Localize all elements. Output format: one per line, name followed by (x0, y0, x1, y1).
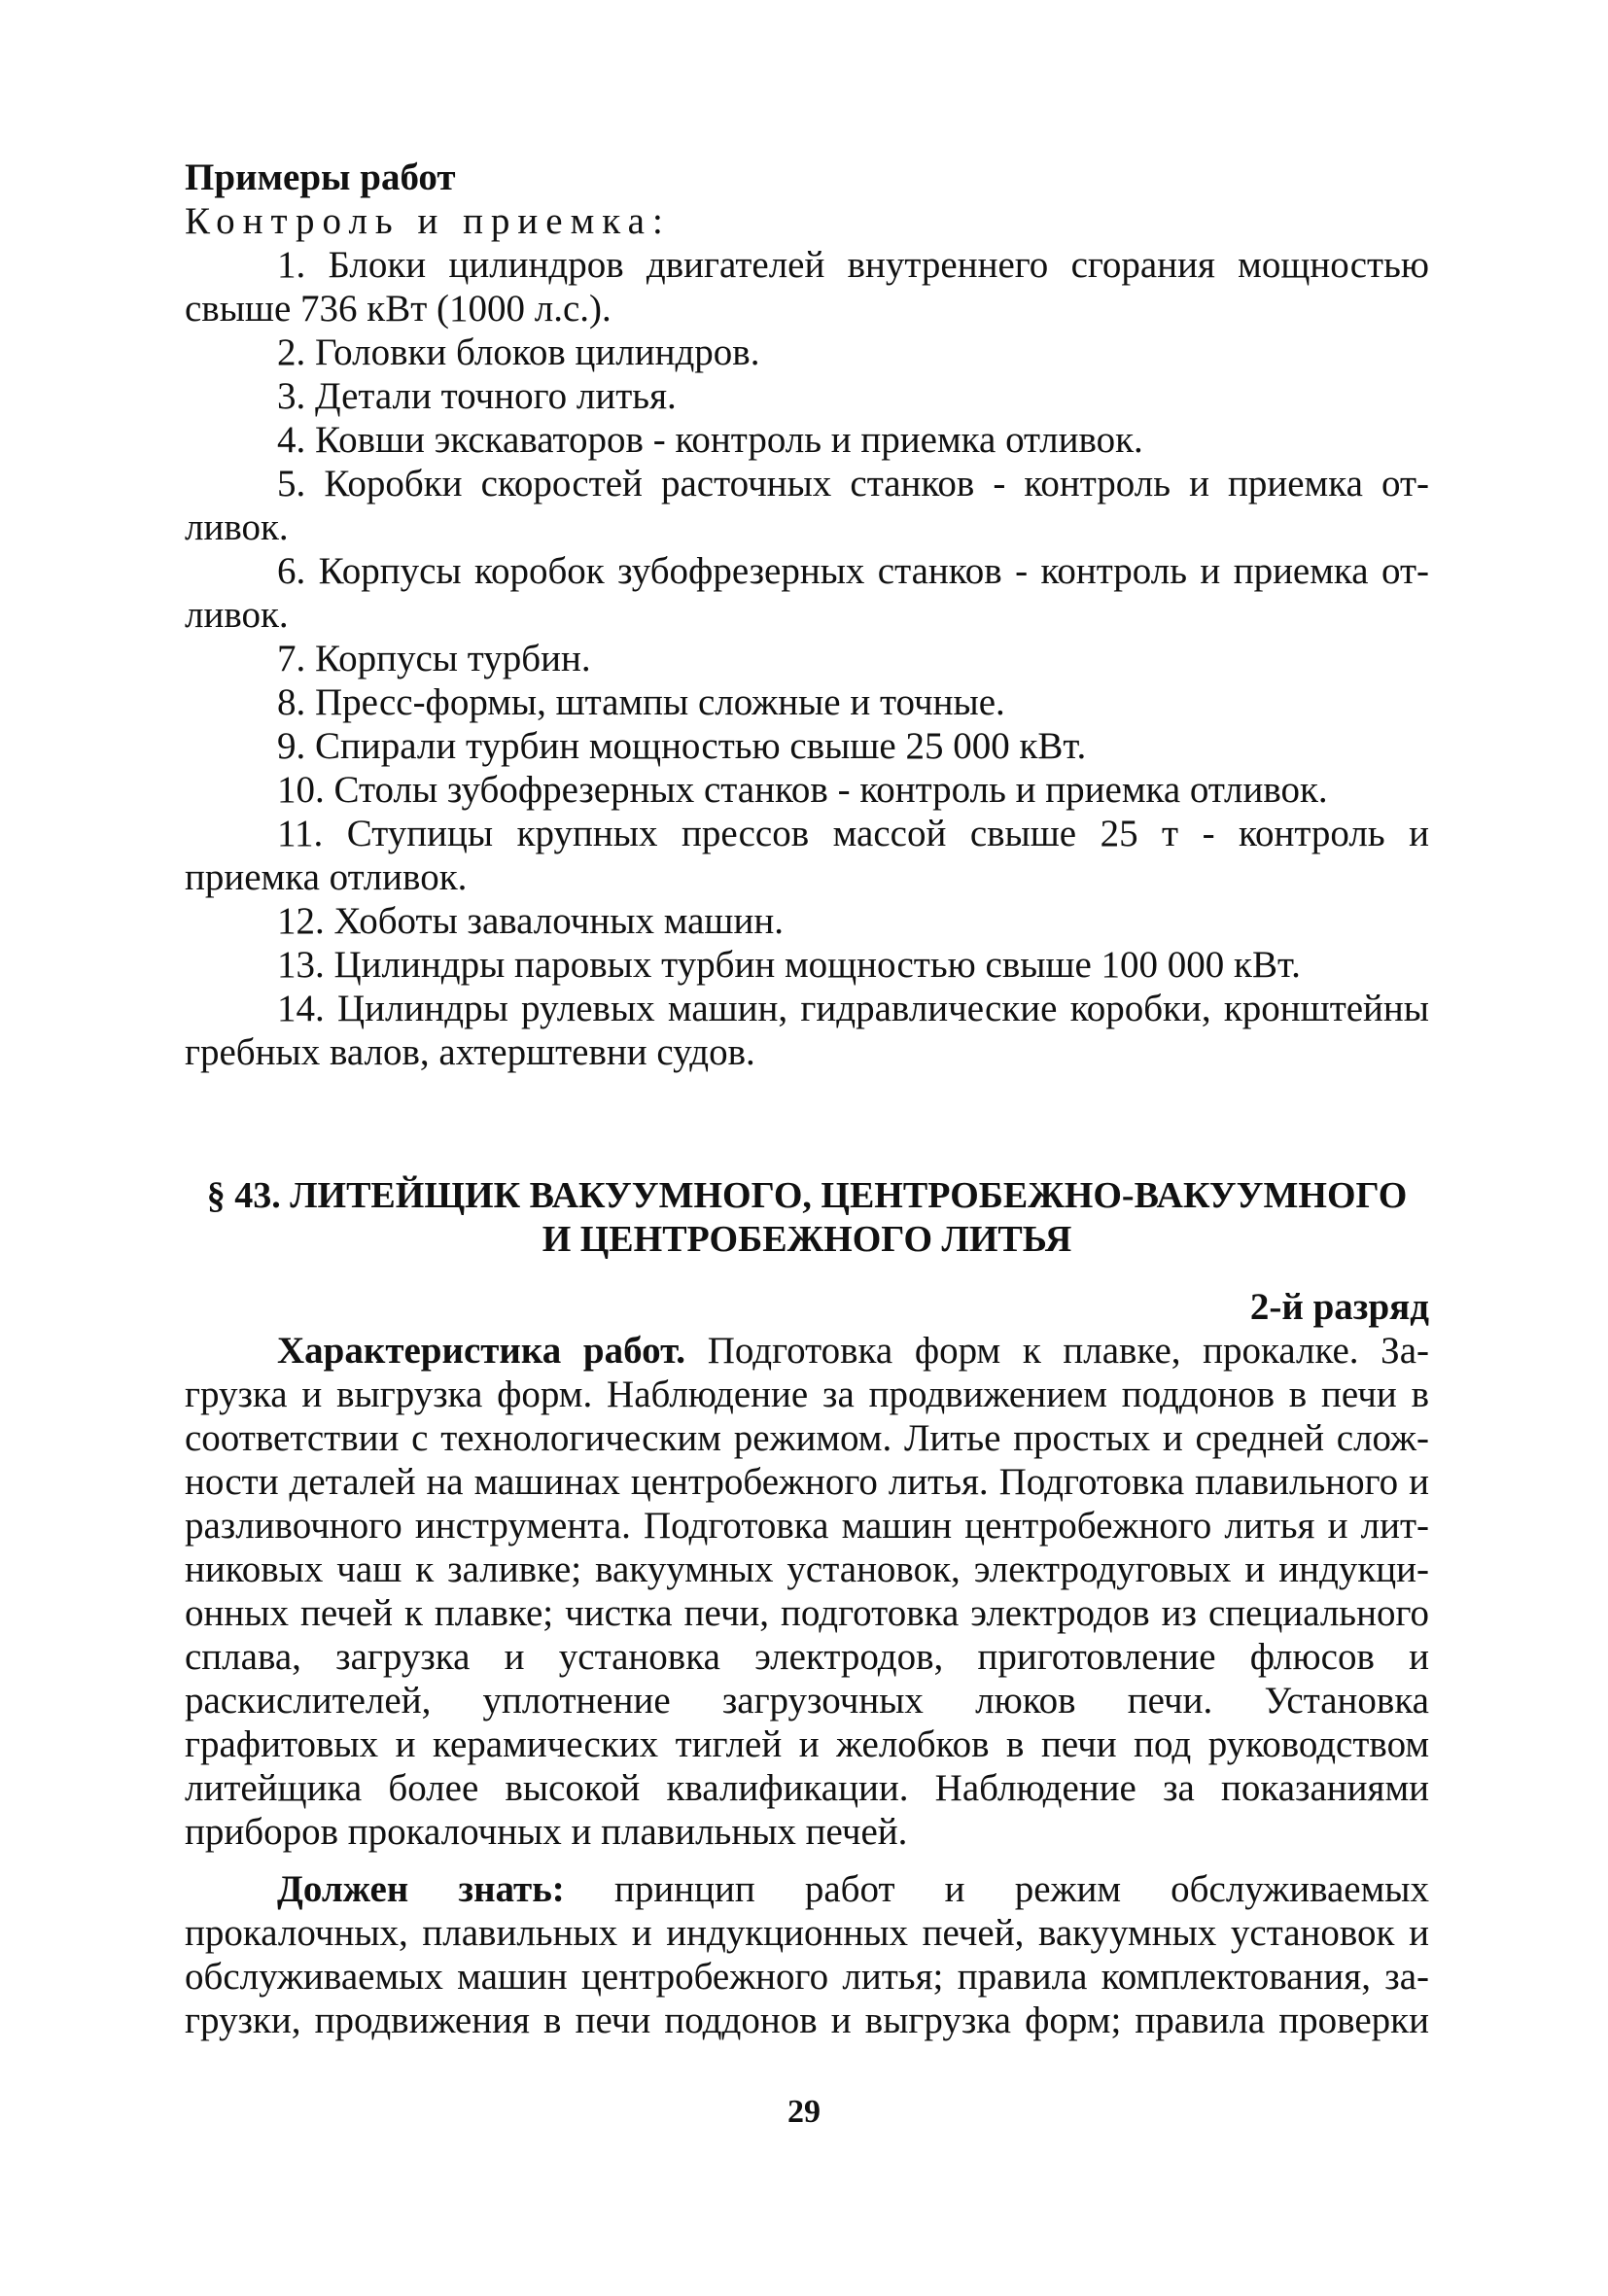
characteristics-line: никовых чаш к заливке; вакуумных установок, электродуговых и индукци- (185, 1548, 1429, 1590)
characteristics-line: онных печей к плавке; чистка печи, подготовка электродов из специального (185, 1592, 1429, 1634)
characteristics-line: разливочного инструмента. Подготовка машин центробежного литья и лит- (185, 1505, 1429, 1547)
example-line: 8. Пресс-формы, штампы сложные и точные. (277, 681, 1005, 723)
section-title (185, 1174, 1429, 1262)
characteristics-first-line (185, 1329, 1429, 1373)
characteristics-line: графитовых и керамических тиглей и желобков в печи под руководством (185, 1723, 1429, 1765)
example-line: 1. Блоки цилиндров двигателей внутреннего сгорания мощностью (277, 244, 1429, 286)
example-line: 10. Столы зубофрезерных станков - контроль и приемка отливок. (277, 769, 1328, 811)
example-line: 9. Спирали турбин мощностью свыше 25 000 кВт. (277, 725, 1087, 767)
example-line: 2. Головки блоков цилиндров. (277, 331, 760, 373)
example-line: 4. Ковши экскаваторов - контроль и приемка отливок. (277, 419, 1143, 461)
example-line: 11. Ступицы крупных прессов массой свыше 25 т - контроль и (277, 813, 1429, 854)
knowledge-text: принцип работ и режим обслуживаемых (613, 1868, 1429, 1910)
example-line: 13. Цилиндры паровых турбин мощностью свыше 100 000 кВт. (277, 944, 1301, 986)
characteristics-line: ности деталей на машинах центробежного литья. Подготовка плавильного и (185, 1461, 1429, 1503)
examples-subheading: Контроль и приемка: (185, 200, 671, 242)
example-line: ливок. (185, 594, 289, 636)
characteristics-line: приборов прокалочных и плавильных печей. (185, 1811, 908, 1853)
example-line: 3. Детали точного литья. (277, 375, 677, 417)
example-line: приемка отливок. (185, 856, 468, 898)
characteristics-label: Характеристика работ. (277, 1330, 686, 1372)
characteristics-line: литейщика более высокой квалификации. Наблюдение за показаниями (185, 1767, 1429, 1809)
grade-label: 2-й разряд (1249, 1286, 1429, 1328)
document-page (185, 156, 1429, 2042)
knowledge-line: прокалочных, плавильных и индукционных печей, вакуумных установок и (185, 1912, 1429, 1954)
characteristics-text: Подготовка форм к плавке, прокалке. За- (707, 1330, 1429, 1372)
example-line: 14. Цилиндры рулевых машин, гидравлические коробки, кронштейны (277, 988, 1429, 1029)
examples-heading: Примеры работ (185, 157, 456, 198)
example-line: свыше 736 кВт (1000 л.с.). (185, 288, 612, 330)
example-line: гребных валов, ахтерштевни судов. (185, 1031, 755, 1073)
example-line: 6. Корпусы коробок зубофрезерных станков - контроль и приемка от- (277, 550, 1429, 592)
characteristics-line: грузка и выгрузка форм. Наблюдение за продвижением поддонов в печи в (185, 1374, 1429, 1415)
characteristics-line: соответствии с технологическим режимом. Литье простых и средней слож- (185, 1417, 1429, 1459)
section-title-line-2: И ЦЕНТРОБЕЖНОГО ЛИТЬЯ (542, 1219, 1072, 1260)
characteristics-line: раскислителей, уплотнение загрузочных люков печи. Установка (185, 1680, 1429, 1722)
knowledge-first-line (185, 1867, 1429, 1911)
knowledge-line: грузки, продвижения в печи поддонов и выгрузка форм; правила проверки (185, 2000, 1429, 2041)
example-line: 5. Коробки скоростей расточных станков - контроль и приемка от- (277, 463, 1429, 504)
example-line: 7. Корпусы турбин. (277, 638, 591, 679)
page-number: 29 (787, 2094, 821, 2130)
characteristics-line: сплава, загрузка и установка электродов, приготовление флюсов и (185, 1636, 1429, 1678)
example-line: 12. Хоботы завалочных машин. (277, 900, 784, 942)
section-title-line-1: § 43. ЛИТЕЙЩИК ВАКУУМНОГО, ЦЕНТРОБЕЖНО-ВАКУУМНОГО (206, 1175, 1408, 1216)
knowledge-line: обслуживаемых машин центробежного литья; правила комплектования, за- (185, 1956, 1429, 1998)
example-line: ливок. (185, 506, 289, 548)
knowledge-label: Должен знать: (277, 1868, 565, 1910)
